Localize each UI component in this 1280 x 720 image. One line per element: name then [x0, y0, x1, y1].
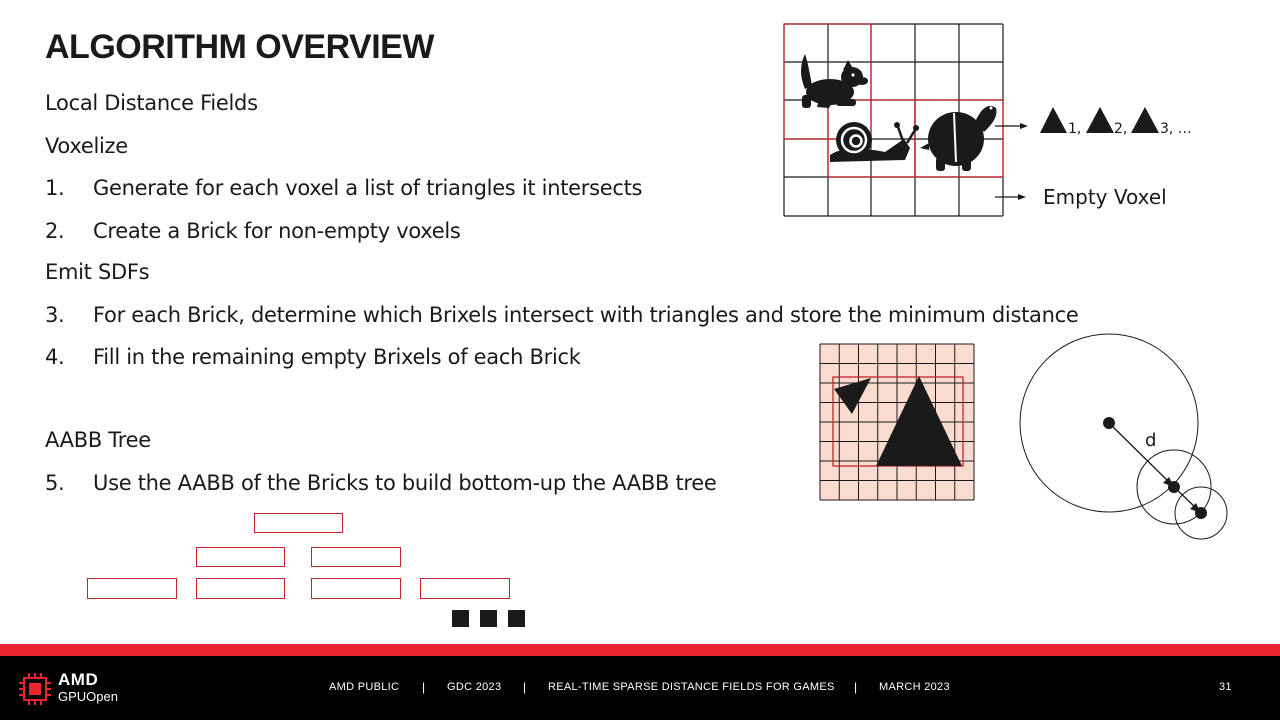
- footer-talk-title: REAL-TIME SPARSE DISTANCE FIELDS FOR GAMES: [548, 681, 835, 693]
- section-emit-sdfs: Emit SDFs: [45, 260, 150, 284]
- footer-accent-band: [0, 644, 1280, 656]
- distance-circles-diagram: [1020, 334, 1227, 539]
- brand-amd: AMD: [58, 670, 99, 689]
- step-text: Use the AABB of the Bricks to build bottom-up the AABB tree: [93, 471, 717, 495]
- triangle-subscript-3: 3, …: [1160, 121, 1192, 137]
- empty-voxel-label: Empty Voxel: [1043, 185, 1167, 209]
- brand-gpuopen: GPUOpen: [58, 689, 118, 704]
- step-text: Create a Brick for non-empty voxels: [93, 219, 461, 243]
- brick-brixel-grid: [820, 344, 974, 500]
- page-number: 31: [1219, 681, 1232, 693]
- triangle-subscript-1: 1,: [1068, 121, 1082, 137]
- step-text: Fill in the remaining empty Brixels of each Brick: [93, 345, 581, 369]
- step-number: 1.: [45, 176, 65, 200]
- pointer-arrows: [995, 123, 1028, 200]
- distance-label: d: [1145, 430, 1157, 451]
- footer-separator: |: [422, 680, 426, 694]
- slide-title: ALGORITHM OVERVIEW: [45, 28, 434, 66]
- step-number: 5.: [45, 471, 65, 495]
- step-text: Generate for each voxel a list of triangles it intersects: [93, 176, 643, 200]
- step-number: 3.: [45, 303, 65, 327]
- section-local-distance-fields: Local Distance Fields: [45, 91, 258, 115]
- triangle-subscript-2: 2,: [1114, 121, 1128, 137]
- snail-icon: [830, 122, 919, 162]
- amd-chip-logo-icon: [18, 672, 52, 706]
- step-number: 2.: [45, 219, 65, 243]
- footer-separator: |: [523, 680, 527, 694]
- step-number: 4.: [45, 345, 65, 369]
- footer-bar: [0, 656, 1280, 720]
- footer-classification: AMD PUBLIC: [329, 681, 400, 693]
- footer-separator: |: [854, 680, 858, 694]
- footer-event: GDC 2023: [447, 681, 502, 693]
- step-text: For each Brick, determine which Brixels intersect with triangles and store the minimum distance: [93, 303, 1079, 327]
- footer-date: MARCH 2023: [879, 681, 950, 693]
- section-voxelize: Voxelize: [45, 134, 128, 158]
- triangle-list-icons: [1040, 107, 1159, 133]
- section-aabb-tree: AABB Tree: [45, 428, 151, 452]
